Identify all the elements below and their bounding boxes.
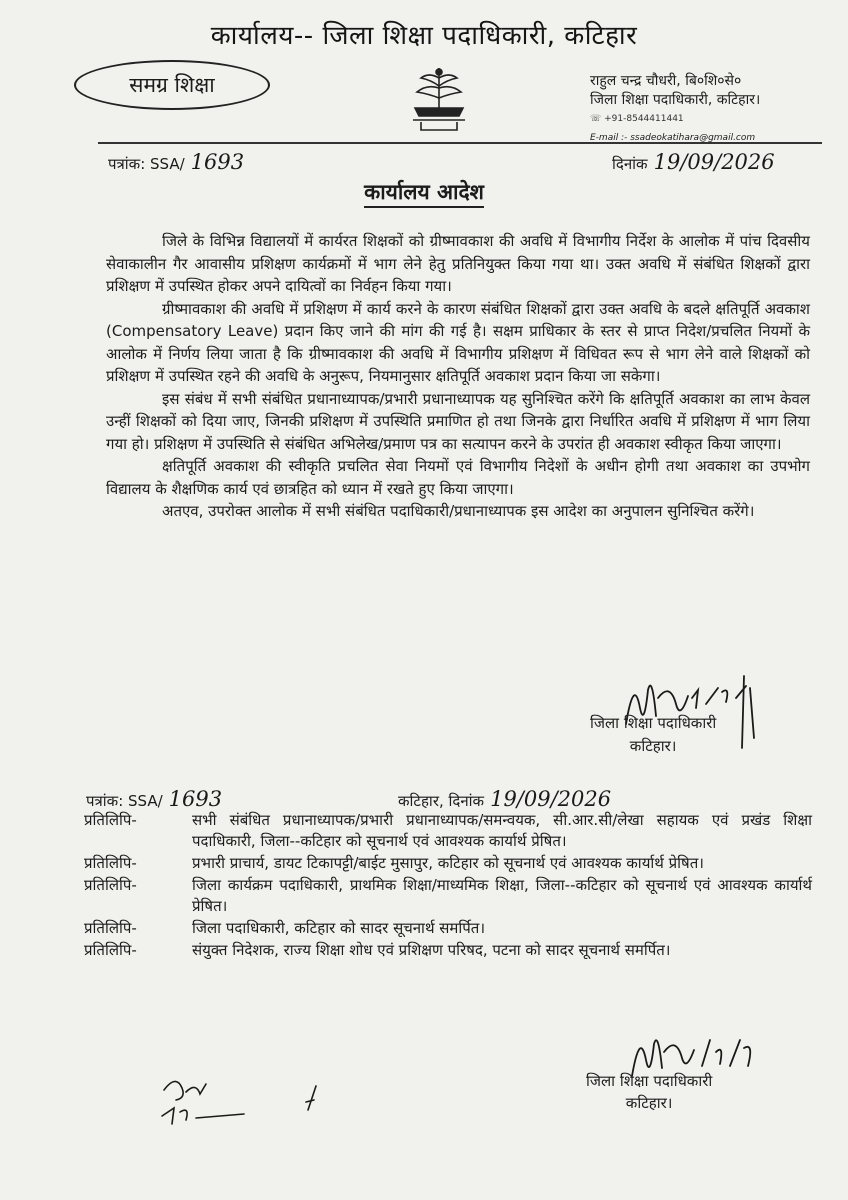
bihar-emblem-icon [407, 64, 471, 134]
copy-label: प्रतिलिपि- [84, 919, 137, 937]
copy-patrank-number: 1693 [168, 787, 223, 811]
list-item [84, 853, 812, 874]
officer-email: ssadeokatihara@gmail.com [630, 133, 756, 143]
list-item [84, 875, 812, 917]
handwritten-initial [156, 1072, 336, 1132]
copy-label: प्रतिलिपि- [84, 876, 137, 894]
copy-reference-number [86, 787, 222, 811]
officer-block [590, 72, 760, 148]
order-paragraph: ग्रीष्मावकाश की अवधि में प्रशिक्षण में कार्य करने के कारण संबंधित शिक्षकों द्वारा उक्त अवधि के बदले क्षतिपूर्ति अवकाश (Compensatory Leave) प्रदान किए जाने की मांग की गई है। सक्षम प्राधिकार के स्तर से प्राप्त निदेश/प्रचलित नियमों के आलोक में निर्णय लिया जाता है कि ग्रीष्मावकाश की अवधि में विभागीय प्रशिक्षण में विधिवत रूप से भाग लेने वाले शिक्षकों को प्रशिक्षण में उपस्थित रहने की अवधि के अनुरूप, नियमानुसार क्षतिपूर्ति अवकाश प्रदान किया जा सकेगा। [106, 299, 810, 385]
date-value: 19/09/2026 [653, 150, 775, 174]
officer-name: राहुल चन्द्र चौधरी, बि०शि०से० [590, 73, 742, 89]
officer-designation: जिला शिक्षा पदाधिकारी, कटिहार। [590, 92, 761, 108]
order-title-text: कार्यालय आदेश [364, 180, 484, 208]
copy-reference-date [398, 787, 611, 811]
email-label: E-mail :- [590, 133, 628, 143]
copy-signatory-title: जिला शिक्षा पदाधिकारी [586, 1072, 713, 1090]
officer-phone: +91-8544411441 [604, 114, 684, 124]
copy-list [84, 810, 812, 962]
samagra-shiksha-oval [74, 60, 270, 110]
copy-text: जिला पदाधिकारी, कटिहार को सादर सूचनार्थ समर्पित। [192, 919, 486, 937]
reference-number [108, 150, 244, 174]
phone-icon: ☏ [590, 114, 602, 124]
order-paragraph: अतएव, उपरोक्त आलोक में सभी संबंधित पदाधिकारी/प्रधानाध्यापक इस आदेश का अनुपालन सुनिश्चित करेंगे। [162, 502, 755, 520]
copy-patrank-label: पत्रांक: SSA/ [86, 792, 163, 810]
copy-text: प्रभारी प्राचार्य, डायट टिकापट्टी/बाईट मुसापुर, कटिहार को सूचनार्थ एवं आवश्यक कार्यार्थ प्रेषित। [192, 854, 704, 872]
order-title [0, 178, 848, 206]
copy-date-prefix: कटिहार, दिनांक [398, 792, 485, 810]
copy-text: संयुक्त निदेशक, राज्य शिक्षा शोध एवं प्रशिक्षण परिषद, पटना को सादर सूचनार्थ समर्पित। [192, 941, 671, 959]
list-item [84, 940, 812, 961]
copy-signatory-block [586, 1070, 712, 1114]
signatory-place: कटिहार। [629, 737, 677, 755]
copy-label: प्रतिलिपि- [84, 941, 137, 959]
order-paragraph: जिले के विभिन्न विद्यालयों में कार्यरत शिक्षकों को ग्रीष्मावकाश की अवधि में विभागीय निर्देश के आलोक में पांच दिवसीय सेवाकालीन गैर आवासीय प्रशिक्षण कार्यक्रमों में भाग लेने हेतु प्रतिनियुक्त किया गया था। उक्त अवधि में संबंधित शिक्षकों द्वारा प्रशिक्षण में उपस्थित होकर अपने दायित्वों का निर्वहन किया गया। [106, 232, 810, 295]
list-item [84, 918, 812, 939]
samagra-label: समग्र शिक्षा [129, 73, 215, 97]
patrank-number: 1693 [190, 150, 245, 174]
list-item [84, 810, 812, 852]
copy-label: प्रतिलिपि- [84, 854, 137, 872]
patrank-label: पत्रांक: SSA/ [108, 155, 185, 173]
order-body [106, 230, 810, 523]
copy-date-value: 19/09/2026 [490, 787, 612, 811]
order-paragraph: इस संबंध में सभी संबंधित प्रधानाध्यापक/प्रभारी प्रधानाध्यापक यह सुनिश्चित करेंगे कि क्षतिपूर्ति अवकाश का लाभ केवल उन्हीं शिक्षकों को दिया जाए, जिनकी प्रशिक्षण में उपस्थिति प्रमाणित हो तथा जिनके द्वारा निर्धारित अवधि में प्रशिक्षण में भाग लिया गया हो। प्रशिक्षण में उपस्थिति से संबंधित अभिलेख/प्रमाण पत्र का सत्यापन करने के उपरांत ही अवकाश स्वीकृत किया जाएगा। [106, 389, 810, 453]
date-label: दिनांक [612, 155, 648, 173]
reference-date [612, 150, 775, 174]
office-title: कार्यालय-- जिला शिक्षा पदाधिकारी, कटिहार [210, 21, 638, 51]
copy-signatory-place: कटिहार। [625, 1094, 673, 1112]
copy-label: प्रतिलिपि- [84, 811, 137, 829]
signatory-title: जिला शिक्षा पदाधिकारी [590, 714, 717, 732]
order-paragraph: क्षतिपूर्ति अवकाश की स्वीकृति प्रचलित सेवा नियमों एवं विभागीय निदेशों के अधीन होगी तथा अवकाश का उपभोग विद्यालय के शैक्षणिक कार्य एवं छात्रहित को ध्यान में रखते हुए किया जाएगा। [106, 457, 810, 498]
header-divider [98, 142, 822, 144]
copy-text: सभी संबंधित प्रधानाध्यापक/प्रभारी प्रधानाध्यापक/समन्वयक, सी.आर.सी/लेखा सहायक एवं प्रखंड शिक्षा पदाधिकारी, जिला--कटिहार को सूचनार्थ एवं आवश्यक कार्यार्थ प्रेषित। [192, 811, 812, 850]
copy-text: जिला कार्यक्रम पदाधिकारी, प्राथमिक शिक्षा/माध्यमिक शिक्षा, जिला--कटिहार को सूचनार्थ एवं आवश्यक कार्यार्थ प्रेषित। [192, 876, 812, 915]
signatory-block [590, 712, 716, 758]
